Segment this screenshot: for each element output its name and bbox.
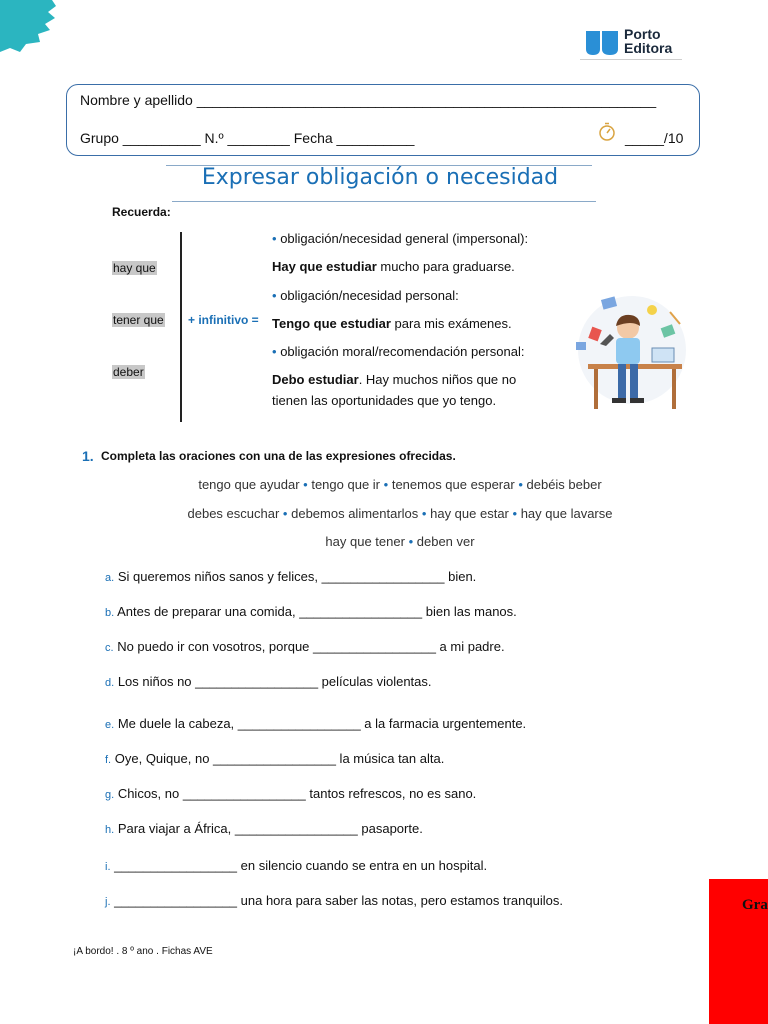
item-letter: j. xyxy=(105,896,111,908)
item-text: No puedo ir con vosotros, porque _________________ a mi padre. xyxy=(117,639,505,654)
exercise-item-b[interactable] xyxy=(105,604,517,619)
exercise-item-i[interactable] xyxy=(105,858,487,873)
exercise-item-a[interactable] xyxy=(105,569,476,584)
word-bank-row-1: tengo que ayudar • tengo que ir • tenemos que esperar • debéis beber xyxy=(198,477,602,492)
rule-general xyxy=(272,231,528,246)
exercise-item-h[interactable] xyxy=(105,821,423,836)
word-bank-option: tengo que ayudar xyxy=(198,477,300,492)
item-text: _________________ una hora para saber las notas, pero estamos tranquilos. xyxy=(114,893,563,908)
word-bank-option: deben ver xyxy=(416,534,475,549)
item-text: Me duele la cabeza, _________________ a la farmacia urgentemente. xyxy=(117,716,527,731)
example-personal xyxy=(272,316,512,331)
example-rest: mucho para graduarse. xyxy=(376,259,515,274)
expression-hay-que: hay que xyxy=(113,261,156,275)
logo-text-porto: Porto xyxy=(624,26,661,42)
item-letter: f. xyxy=(105,754,112,766)
example-bold: Tengo que estudiar xyxy=(272,316,391,331)
corner-splash-graphic xyxy=(0,0,60,55)
word-bank-option: tenemos que esperar xyxy=(391,477,515,492)
word-bank-row-3: hay que tener • deben ver xyxy=(325,534,475,549)
expression-deber: deber xyxy=(113,365,144,379)
exercise-item-f[interactable] xyxy=(105,751,444,766)
stopwatch-icon xyxy=(597,121,617,143)
item-letter: g. xyxy=(105,789,115,801)
exercise-item-j[interactable] xyxy=(105,893,563,908)
divider-line xyxy=(180,232,182,422)
exercise-item-c[interactable] xyxy=(105,639,505,654)
word-bank-option: debéis beber xyxy=(526,477,602,492)
infinitive-label: + infinitivo = xyxy=(188,313,259,327)
word-bank-row-2: debes escuchar • debemos alimentarlos • hay que estar • hay que lavarse xyxy=(187,506,613,521)
item-letter: a. xyxy=(105,572,115,584)
example-general xyxy=(272,259,515,274)
example-moral xyxy=(272,372,516,387)
item-letter: b. xyxy=(105,607,115,619)
rule-text: obligación/necesidad personal: xyxy=(280,288,459,303)
item-text: Si queremos niños sanos y felices, _________________ bien. xyxy=(117,569,477,584)
example-rest: para mis exámenes. xyxy=(390,316,512,331)
rule-moral xyxy=(272,344,524,359)
item-letter: d. xyxy=(105,677,115,689)
rule-text: obligación/necesidad general (impersonal): xyxy=(280,231,529,246)
expression-tener-que: tener que xyxy=(113,313,164,327)
red-box-text: Gra xyxy=(742,897,768,913)
item-text: Para viajar a África, _________________ pasaporte. xyxy=(117,821,423,836)
word-bank-option: debes escuchar xyxy=(187,506,280,521)
item-letter: h. xyxy=(105,824,115,836)
exercise-item-e[interactable] xyxy=(105,716,526,731)
item-text: _________________ en silencio cuando se entra en un hospital. xyxy=(114,858,488,873)
recuerda-label: Recuerda: xyxy=(112,205,171,219)
item-text: Oye, Quique, no _________________ la música tan alta. xyxy=(114,751,445,766)
word-bank-option: hay que lavarse xyxy=(520,506,613,521)
logo-text-editora: Editora xyxy=(624,40,673,56)
red-overlay-box xyxy=(709,879,768,1024)
title-bottom-line xyxy=(172,201,596,202)
porto-editora-logo xyxy=(580,26,682,60)
bullet: • xyxy=(272,344,277,359)
bullet: • xyxy=(272,231,277,246)
item-letter: e. xyxy=(105,719,115,731)
logo-mark-icon xyxy=(584,29,620,57)
name-field[interactable]: Nombre y apellido ___________________________________________________________ xyxy=(80,92,657,108)
item-letter: i. xyxy=(105,861,111,873)
item-text: Antes de preparar una comida, _________________ bien las manos. xyxy=(117,604,517,619)
item-text: Los niños no _________________ películas violentas. xyxy=(117,674,432,689)
example-moral-line2: tienen las oportunidades que yo tengo. xyxy=(272,393,497,408)
bullet: • xyxy=(272,288,277,303)
group-number-date-field[interactable]: Grupo __________ N.º ________ Fecha __________ xyxy=(80,130,415,146)
item-text: Chicos, no _________________ tantos refrescos, no es sano. xyxy=(117,786,477,801)
word-bank-option: hay que tener xyxy=(325,534,405,549)
example-bold: Hay que estudiar xyxy=(272,259,377,274)
example-rest: . Hay muchos niños que no xyxy=(358,372,517,387)
example-bold: Debo estudiar xyxy=(272,372,359,387)
score-field[interactable]: _____/10 xyxy=(625,130,684,146)
exercise-item-g[interactable] xyxy=(105,786,476,801)
rule-text: obligación moral/recomendación personal: xyxy=(280,344,525,359)
word-bank-option: hay que estar xyxy=(430,506,509,521)
exercise-item-d[interactable] xyxy=(105,674,432,689)
rule-personal xyxy=(272,288,459,303)
word-bank-option: debemos alimentarlos xyxy=(291,506,419,521)
word-bank-option: tengo que ir xyxy=(311,477,381,492)
page-footer: ¡A bordo! . 8 º ano . Fichas AVE xyxy=(73,946,213,957)
exercise-instruction: Completa las oraciones con una de las expresiones ofrecidas. xyxy=(101,449,456,463)
exercise-number: 1. xyxy=(82,448,94,464)
page-title: Expresar obligación o necesidad xyxy=(201,165,559,190)
item-letter: c. xyxy=(105,642,114,654)
student-studying-illustration xyxy=(570,290,695,415)
